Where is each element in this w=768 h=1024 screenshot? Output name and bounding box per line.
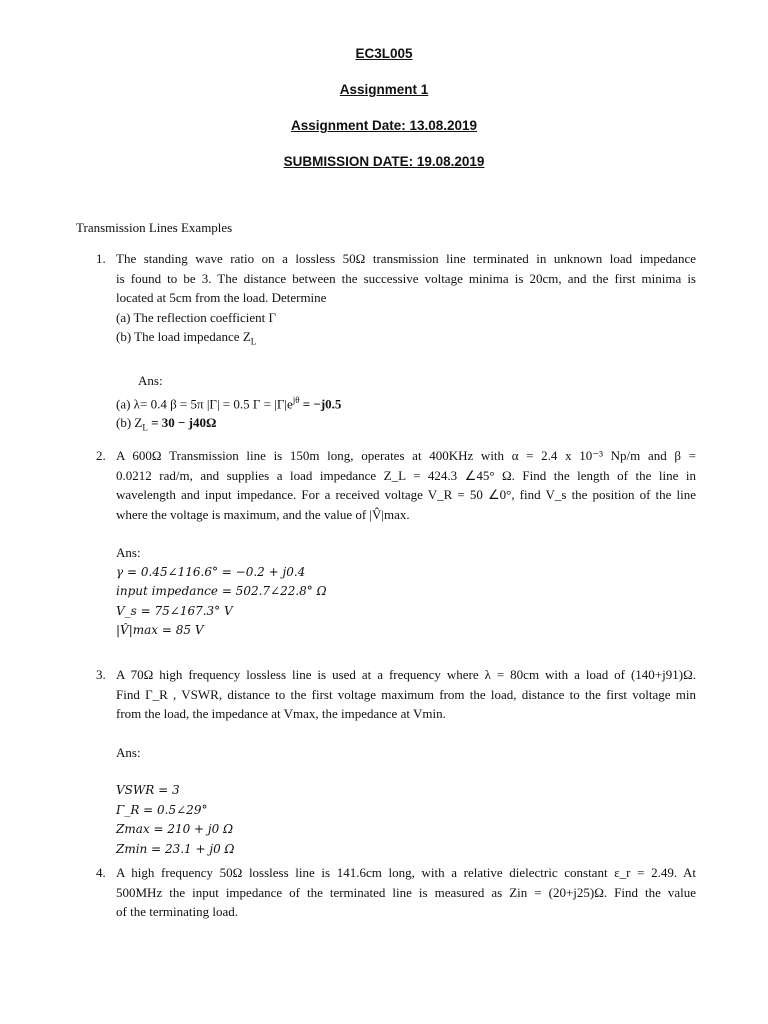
question-number: 4.: [96, 865, 106, 880]
answer-line: Zmin = 23.1 + j0 Ω: [116, 841, 235, 856]
question-number: 3.: [96, 667, 106, 682]
answer-a: [116, 391, 696, 414]
answer-line: Zmax = 210 + j0 Ω: [116, 822, 234, 836]
question-text-line: from the load, the impedance at Vmax, the impedance at Vmin.: [116, 706, 446, 721]
answer-label: Ans:: [116, 545, 141, 560]
question-text-line: Find Γ_R , VSWR, distance to the first voltage maximum from the load, distance to the first voltage min: [116, 686, 696, 702]
sub-question-a: (a) The reflection coefficient Γ: [116, 309, 277, 325]
question-text-line: is found to be 3. The distance between the successive voltage minima is 20cm, and the first minima is: [116, 270, 696, 286]
answer-label: Ans:: [138, 373, 163, 389]
question-text-line: A 70Ω high frequency lossless line is used at a frequency where λ = 80cm with a load of (140+j91)Ω.: [116, 667, 696, 682]
question-text-line: A high frequency 50Ω lossless line is 141.6cm long, with a relative dielectric constant ε_r = 2.49. At: [116, 865, 696, 880]
subscript: L: [142, 423, 148, 434]
question-number: 2.: [96, 448, 106, 463]
superscript: jθ: [292, 394, 300, 405]
sub-question-b: [116, 327, 696, 352]
answer-line: γ = 0.45∠116.6° = −0.2 + j0.4: [116, 564, 306, 579]
answer-line: V_s = 75∠167.3° V: [116, 603, 233, 618]
spacer: [116, 762, 696, 781]
question-text-line: 0.0212 rad/m, and supplies a load impedance Z_L = 424.3 ∠45° Ω. Find the length of the line in: [116, 467, 696, 483]
spacer: [116, 352, 696, 371]
answer-b-text: (b) Z: [116, 415, 143, 431]
answer-line: input impedance = 502.7∠22.8° Ω: [116, 584, 327, 598]
question-text-line: located at 5cm from the load. Determine: [116, 290, 327, 305]
submission-date: SUBMISSION DATE: 19.08.2019: [283, 154, 485, 169]
question-text-line: wavelength and input impedance. For a received voltage V_R = 50 ∠0°, find V_s the position of the line: [116, 487, 696, 502]
answer-line: |V̂|max = 85 V: [116, 623, 204, 637]
sub-question-b-text: (b) The load impedance Z: [116, 329, 251, 344]
answer-b: [116, 413, 696, 438]
question-text-line: The standing wave ratio on a lossless 50Ω transmission line terminated in unknown load impedance: [116, 251, 696, 266]
question-number: 1.: [96, 251, 106, 266]
section-title: Transmission Lines Examples: [76, 220, 233, 235]
answer-line: Γ_R = 0.5∠29°: [116, 802, 208, 817]
answer-line: VSWR = 3: [116, 783, 180, 797]
answer-b-value: = 30 − j40Ω: [147, 415, 217, 431]
answer-a-value: = −j0.5: [299, 395, 342, 411]
question-text-line: where the voltage is maximum, and the value of |V̂|max.: [116, 506, 410, 522]
course-code: EC3L005: [355, 46, 413, 61]
answer-a-text: (a) λ= 0.4 β = 5π |Γ| = 0.5 Γ = |Γ|e: [116, 395, 293, 411]
question-4: [96, 863, 696, 922]
question-text-line: 500MHz the input impedance of the terminated line is measured as Zin = (20+j25)Ω. Find the value: [116, 884, 696, 900]
assignment-date: Assignment Date: 13.08.2019: [290, 118, 478, 133]
assignment-title: Assignment 1: [339, 82, 429, 97]
question-3: [96, 665, 696, 859]
answer-label: Ans:: [116, 744, 141, 760]
spacer: [116, 724, 696, 743]
question-text-line: A 600Ω Transmission line is 150m long, operates at 400KHz with α = 2.4 x 10⁻³ Np/m and β =: [116, 448, 696, 463]
spacer: [116, 524, 696, 543]
question-1: [96, 249, 696, 439]
question-2: [96, 446, 696, 641]
question-text-line: of the terminating load.: [116, 904, 239, 919]
subscript: L: [250, 336, 257, 347]
